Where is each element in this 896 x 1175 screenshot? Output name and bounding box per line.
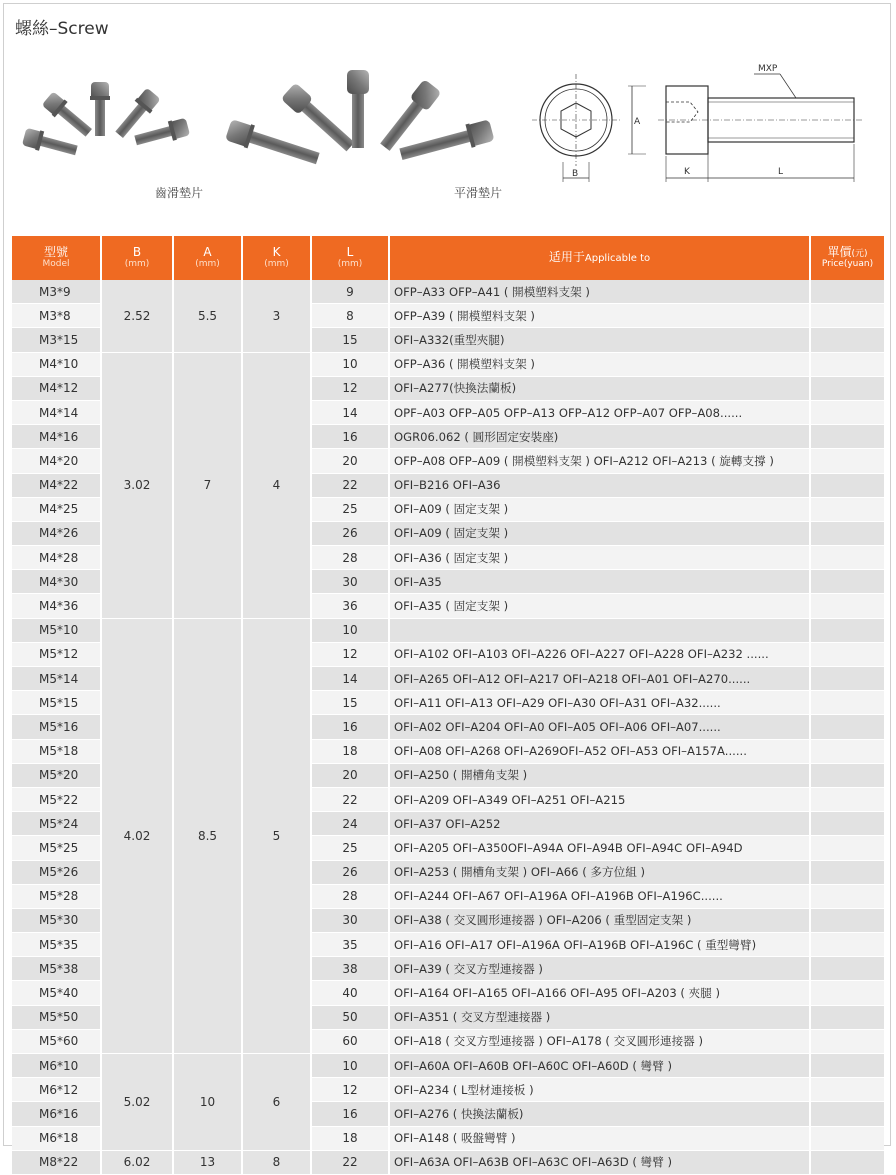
- applicable-cell: OFI–B216 OFI–A36: [389, 473, 810, 497]
- table-body: [12, 280, 884, 1174]
- model-cell: M5*40: [12, 981, 101, 1005]
- applicable-cell: OFI–A148 ( 吸盤彎臂 ): [389, 1126, 810, 1150]
- model-cell: M6*18: [12, 1126, 101, 1150]
- model-cell: M4*16: [12, 425, 101, 449]
- a-value-cell: 5.5: [173, 280, 242, 352]
- table-row: [12, 280, 884, 304]
- price-cell: [810, 400, 884, 424]
- price-cell: [810, 376, 884, 400]
- model-cell: M5*16: [12, 715, 101, 739]
- model-cell: M4*22: [12, 473, 101, 497]
- a-value-cell: 10: [173, 1054, 242, 1151]
- price-cell: [810, 1078, 884, 1102]
- price-cell: [810, 473, 884, 497]
- l-value-cell: 10: [311, 352, 389, 376]
- applicable-cell: OFP–A36 ( 開模塑料支架 ): [389, 352, 810, 376]
- diagram-label-k: K: [684, 167, 690, 177]
- applicable-cell: OFI–A102 OFI–A103 OFI–A226 OFI–A227 OFI–A228 OFI–A232 ......: [389, 642, 810, 666]
- model-cell: M3*9: [12, 280, 101, 304]
- price-cell: [810, 812, 884, 836]
- price-cell: [810, 860, 884, 884]
- model-cell: M4*26: [12, 521, 101, 545]
- price-cell: [810, 521, 884, 545]
- b-value-cell: 2.52: [101, 280, 173, 352]
- k-value-cell: 8: [242, 1150, 311, 1174]
- model-cell: M5*18: [12, 739, 101, 763]
- price-cell: [810, 787, 884, 811]
- model-cell: M6*10: [12, 1054, 101, 1078]
- model-cell: M5*15: [12, 691, 101, 715]
- l-value-cell: 35: [311, 933, 389, 957]
- flat-washer-caption: 平滑墊片: [454, 186, 503, 200]
- applicable-cell: OFI–A277(快換法蘭板): [389, 376, 810, 400]
- model-cell: M3*8: [12, 304, 101, 328]
- applicable-cell: OFI–A09 ( 固定支架 ): [389, 521, 810, 545]
- l-value-cell: 14: [311, 667, 389, 691]
- k-value-cell: 6: [242, 1054, 311, 1151]
- model-cell: M5*35: [12, 933, 101, 957]
- applicable-cell: OFI–A08 OFI–A268 OFI–A269OFI–A52 OFI–A53 OFI–A157A......: [389, 739, 810, 763]
- l-value-cell: 28: [311, 546, 389, 570]
- price-cell: [810, 1029, 884, 1053]
- a-value-cell: 8.5: [173, 618, 242, 1053]
- l-value-cell: 25: [311, 497, 389, 521]
- l-value-cell: 15: [311, 328, 389, 352]
- l-value-cell: 12: [311, 1078, 389, 1102]
- applicable-cell: OFI–A18 ( 交叉方型連接器 ) OFI–A178 ( 交叉圓形連接器 ): [389, 1029, 810, 1053]
- price-cell: [810, 1126, 884, 1150]
- diagram-label-b: B: [572, 169, 579, 179]
- model-cell: M5*10: [12, 618, 101, 642]
- diagram-label-a: A: [634, 117, 641, 127]
- screw-dimension-diagram: [528, 58, 868, 188]
- table-row: [12, 1054, 884, 1078]
- price-cell: [810, 594, 884, 618]
- l-value-cell: 50: [311, 1005, 389, 1029]
- price-cell: [810, 280, 884, 304]
- price-cell: [810, 425, 884, 449]
- l-value-cell: 16: [311, 715, 389, 739]
- serrated-washer-screws-image: [10, 70, 200, 182]
- applicable-cell: OFI–A09 ( 固定支架 ): [389, 497, 810, 521]
- applicable-cell: OFI–A164 OFI–A165 OFI–A166 OFI–A95 OFI–A203 ( 夾腿 ): [389, 981, 810, 1005]
- applicable-cell: OFI–A209 OFI–A349 OFI–A251 OFI–A215: [389, 787, 810, 811]
- price-cell: [810, 739, 884, 763]
- l-value-cell: 20: [311, 763, 389, 787]
- l-value-cell: 10: [311, 1054, 389, 1078]
- price-cell: [810, 908, 884, 932]
- l-value-cell: 26: [311, 860, 389, 884]
- l-value-cell: 14: [311, 400, 389, 424]
- model-cell: M5*28: [12, 884, 101, 908]
- col-header-a: A (mm): [173, 236, 242, 280]
- table-row: [12, 618, 884, 642]
- model-cell: M4*30: [12, 570, 101, 594]
- applicable-cell: OFI–A16 OFI–A17 OFI–A196A OFI–A196B OFI–A196C ( 重型彎臂): [389, 933, 810, 957]
- price-cell: [810, 957, 884, 981]
- applicable-cell: OGR06.062 ( 圓形固定安裝座): [389, 425, 810, 449]
- table-row: [12, 1150, 884, 1174]
- model-cell: M8*22: [12, 1150, 101, 1174]
- applicable-cell: OFI–A11 OFI–A13 OFI–A29 OFI–A30 OFI–A31 OFI–A32......: [389, 691, 810, 715]
- col-header-k: K (mm): [242, 236, 311, 280]
- l-value-cell: 10: [311, 618, 389, 642]
- applicable-cell: OPF–A03 OFP–A05 OFP–A13 OFP–A12 OFP–A07 OFP–A08......: [389, 400, 810, 424]
- col-header-applicable: 适用于Applicable to: [389, 236, 810, 280]
- applicable-cell: OFI–A37 OFI–A252: [389, 812, 810, 836]
- model-cell: M3*15: [12, 328, 101, 352]
- applicable-cell: OFI–A35 ( 固定支架 ): [389, 594, 810, 618]
- model-cell: M5*22: [12, 787, 101, 811]
- price-cell: [810, 570, 884, 594]
- price-cell: [810, 546, 884, 570]
- l-value-cell: 22: [311, 1150, 389, 1174]
- serrated-washer-caption: 齒滑墊片: [155, 186, 204, 200]
- applicable-cell: OFI–A205 OFI–A350OFI–A94A OFI–A94B OFI–A94C OFI–A94D: [389, 836, 810, 860]
- applicable-cell: OFI–A250 ( 開槽角支架 ): [389, 763, 810, 787]
- price-cell: [810, 1054, 884, 1078]
- l-value-cell: 24: [311, 812, 389, 836]
- price-cell: [810, 328, 884, 352]
- col-header-price: 單價(元) Price(yuan): [810, 236, 884, 280]
- applicable-cell: OFI–A36 ( 固定支架 ): [389, 546, 810, 570]
- model-cell: M5*25: [12, 836, 101, 860]
- price-cell: [810, 642, 884, 666]
- l-value-cell: 20: [311, 449, 389, 473]
- col-header-l: L (mm): [311, 236, 389, 280]
- model-cell: M4*14: [12, 400, 101, 424]
- model-cell: M4*20: [12, 449, 101, 473]
- b-value-cell: 4.02: [101, 618, 173, 1053]
- applicable-cell: OFP–A33 OFP–A41 ( 開模塑料支架 ): [389, 280, 810, 304]
- applicable-cell: OFP–A08 OFP–A09 ( 開模塑料支架 ) OFI–A212 OFI–A213 ( 旋轉支撐 ): [389, 449, 810, 473]
- applicable-cell: OFI–A332(重型夾腿): [389, 328, 810, 352]
- l-value-cell: 28: [311, 884, 389, 908]
- price-cell: [810, 1005, 884, 1029]
- model-cell: M6*12: [12, 1078, 101, 1102]
- price-cell: [810, 981, 884, 1005]
- price-cell: [810, 763, 884, 787]
- l-value-cell: 15: [311, 691, 389, 715]
- l-value-cell: 22: [311, 473, 389, 497]
- l-value-cell: 26: [311, 521, 389, 545]
- model-cell: M4*25: [12, 497, 101, 521]
- applicable-cell: OFI–A253 ( 開槽角支架 ) OFI–A66 ( 多方位組 ): [389, 860, 810, 884]
- price-cell: [810, 884, 884, 908]
- model-cell: M5*24: [12, 812, 101, 836]
- model-cell: M5*30: [12, 908, 101, 932]
- l-value-cell: 40: [311, 981, 389, 1005]
- col-header-b: B (mm): [101, 236, 173, 280]
- b-value-cell: 3.02: [101, 352, 173, 618]
- table-row: [12, 352, 884, 376]
- l-value-cell: 36: [311, 594, 389, 618]
- a-value-cell: 13: [173, 1150, 242, 1174]
- model-cell: M4*36: [12, 594, 101, 618]
- applicable-cell: OFI–A351 ( 交叉方型連接器 ): [389, 1005, 810, 1029]
- price-cell: [810, 304, 884, 328]
- model-cell: M5*38: [12, 957, 101, 981]
- price-cell: [810, 1150, 884, 1174]
- model-cell: M5*26: [12, 860, 101, 884]
- price-cell: [810, 667, 884, 691]
- applicable-cell: OFI–A63A OFI–A63B OFI–A63C OFI–A63D ( 彎臂 ): [389, 1150, 810, 1174]
- price-cell: [810, 836, 884, 860]
- applicable-cell: OFP–A39 ( 開模塑料支架 ): [389, 304, 810, 328]
- price-cell: [810, 1102, 884, 1126]
- price-cell: [810, 449, 884, 473]
- model-cell: M5*50: [12, 1005, 101, 1029]
- b-value-cell: 6.02: [101, 1150, 173, 1174]
- applicable-cell: OFI–A276 ( 快換法蘭板): [389, 1102, 810, 1126]
- l-value-cell: 22: [311, 787, 389, 811]
- k-value-cell: 3: [242, 280, 311, 352]
- l-value-cell: 16: [311, 1102, 389, 1126]
- l-value-cell: 60: [311, 1029, 389, 1053]
- l-value-cell: 8: [311, 304, 389, 328]
- price-cell: [810, 715, 884, 739]
- l-value-cell: 18: [311, 1126, 389, 1150]
- screw-spec-table: [12, 236, 884, 1175]
- table-header-row: [12, 236, 884, 280]
- model-cell: M4*28: [12, 546, 101, 570]
- price-cell: [810, 352, 884, 376]
- applicable-cell: OFI–A35: [389, 570, 810, 594]
- applicable-cell: OFI–A39 ( 交叉方型連接器 ): [389, 957, 810, 981]
- model-cell: M5*60: [12, 1029, 101, 1053]
- l-value-cell: 38: [311, 957, 389, 981]
- model-cell: M4*10: [12, 352, 101, 376]
- diagram-label-mxp: MXP: [758, 64, 778, 74]
- l-value-cell: 12: [311, 642, 389, 666]
- model-cell: M5*14: [12, 667, 101, 691]
- price-cell: [810, 618, 884, 642]
- applicable-cell: OFI–A60A OFI–A60B OFI–A60C OFI–A60D ( 彎臂 ): [389, 1054, 810, 1078]
- l-value-cell: 30: [311, 908, 389, 932]
- applicable-cell: OFI–A234 ( L型材連接板 ): [389, 1078, 810, 1102]
- k-value-cell: 4: [242, 352, 311, 618]
- price-cell: [810, 497, 884, 521]
- l-value-cell: 9: [311, 280, 389, 304]
- a-value-cell: 7: [173, 352, 242, 618]
- l-value-cell: 16: [311, 425, 389, 449]
- flat-washer-screws-image: [218, 62, 508, 184]
- b-value-cell: 5.02: [101, 1054, 173, 1151]
- diagram-label-l: L: [778, 167, 784, 177]
- k-value-cell: 5: [242, 618, 311, 1053]
- applicable-cell: OFI–A244 OFI–A67 OFI–A196A OFI–A196B OFI–A196C......: [389, 884, 810, 908]
- applicable-cell: OFI–A38 ( 交叉圓形連接器 ) OFI–A206 ( 重型固定支架 ): [389, 908, 810, 932]
- applicable-cell: OFI–A265 OFI–A12 OFI–A217 OFI–A218 OFI–A01 OFI–A270......: [389, 667, 810, 691]
- page-title: 螺絲–Screw: [15, 19, 109, 39]
- applicable-cell: [389, 618, 810, 642]
- l-value-cell: 25: [311, 836, 389, 860]
- model-cell: M5*12: [12, 642, 101, 666]
- applicable-cell: OFI–A02 OFI–A204 OFI–A0 OFI–A05 OFI–A06 OFI–A07......: [389, 715, 810, 739]
- l-value-cell: 12: [311, 376, 389, 400]
- model-cell: M6*16: [12, 1102, 101, 1126]
- price-cell: [810, 933, 884, 957]
- price-cell: [810, 691, 884, 715]
- l-value-cell: 30: [311, 570, 389, 594]
- model-cell: M5*20: [12, 763, 101, 787]
- l-value-cell: 18: [311, 739, 389, 763]
- col-header-model: 型號 Model: [12, 236, 101, 280]
- model-cell: M4*12: [12, 376, 101, 400]
